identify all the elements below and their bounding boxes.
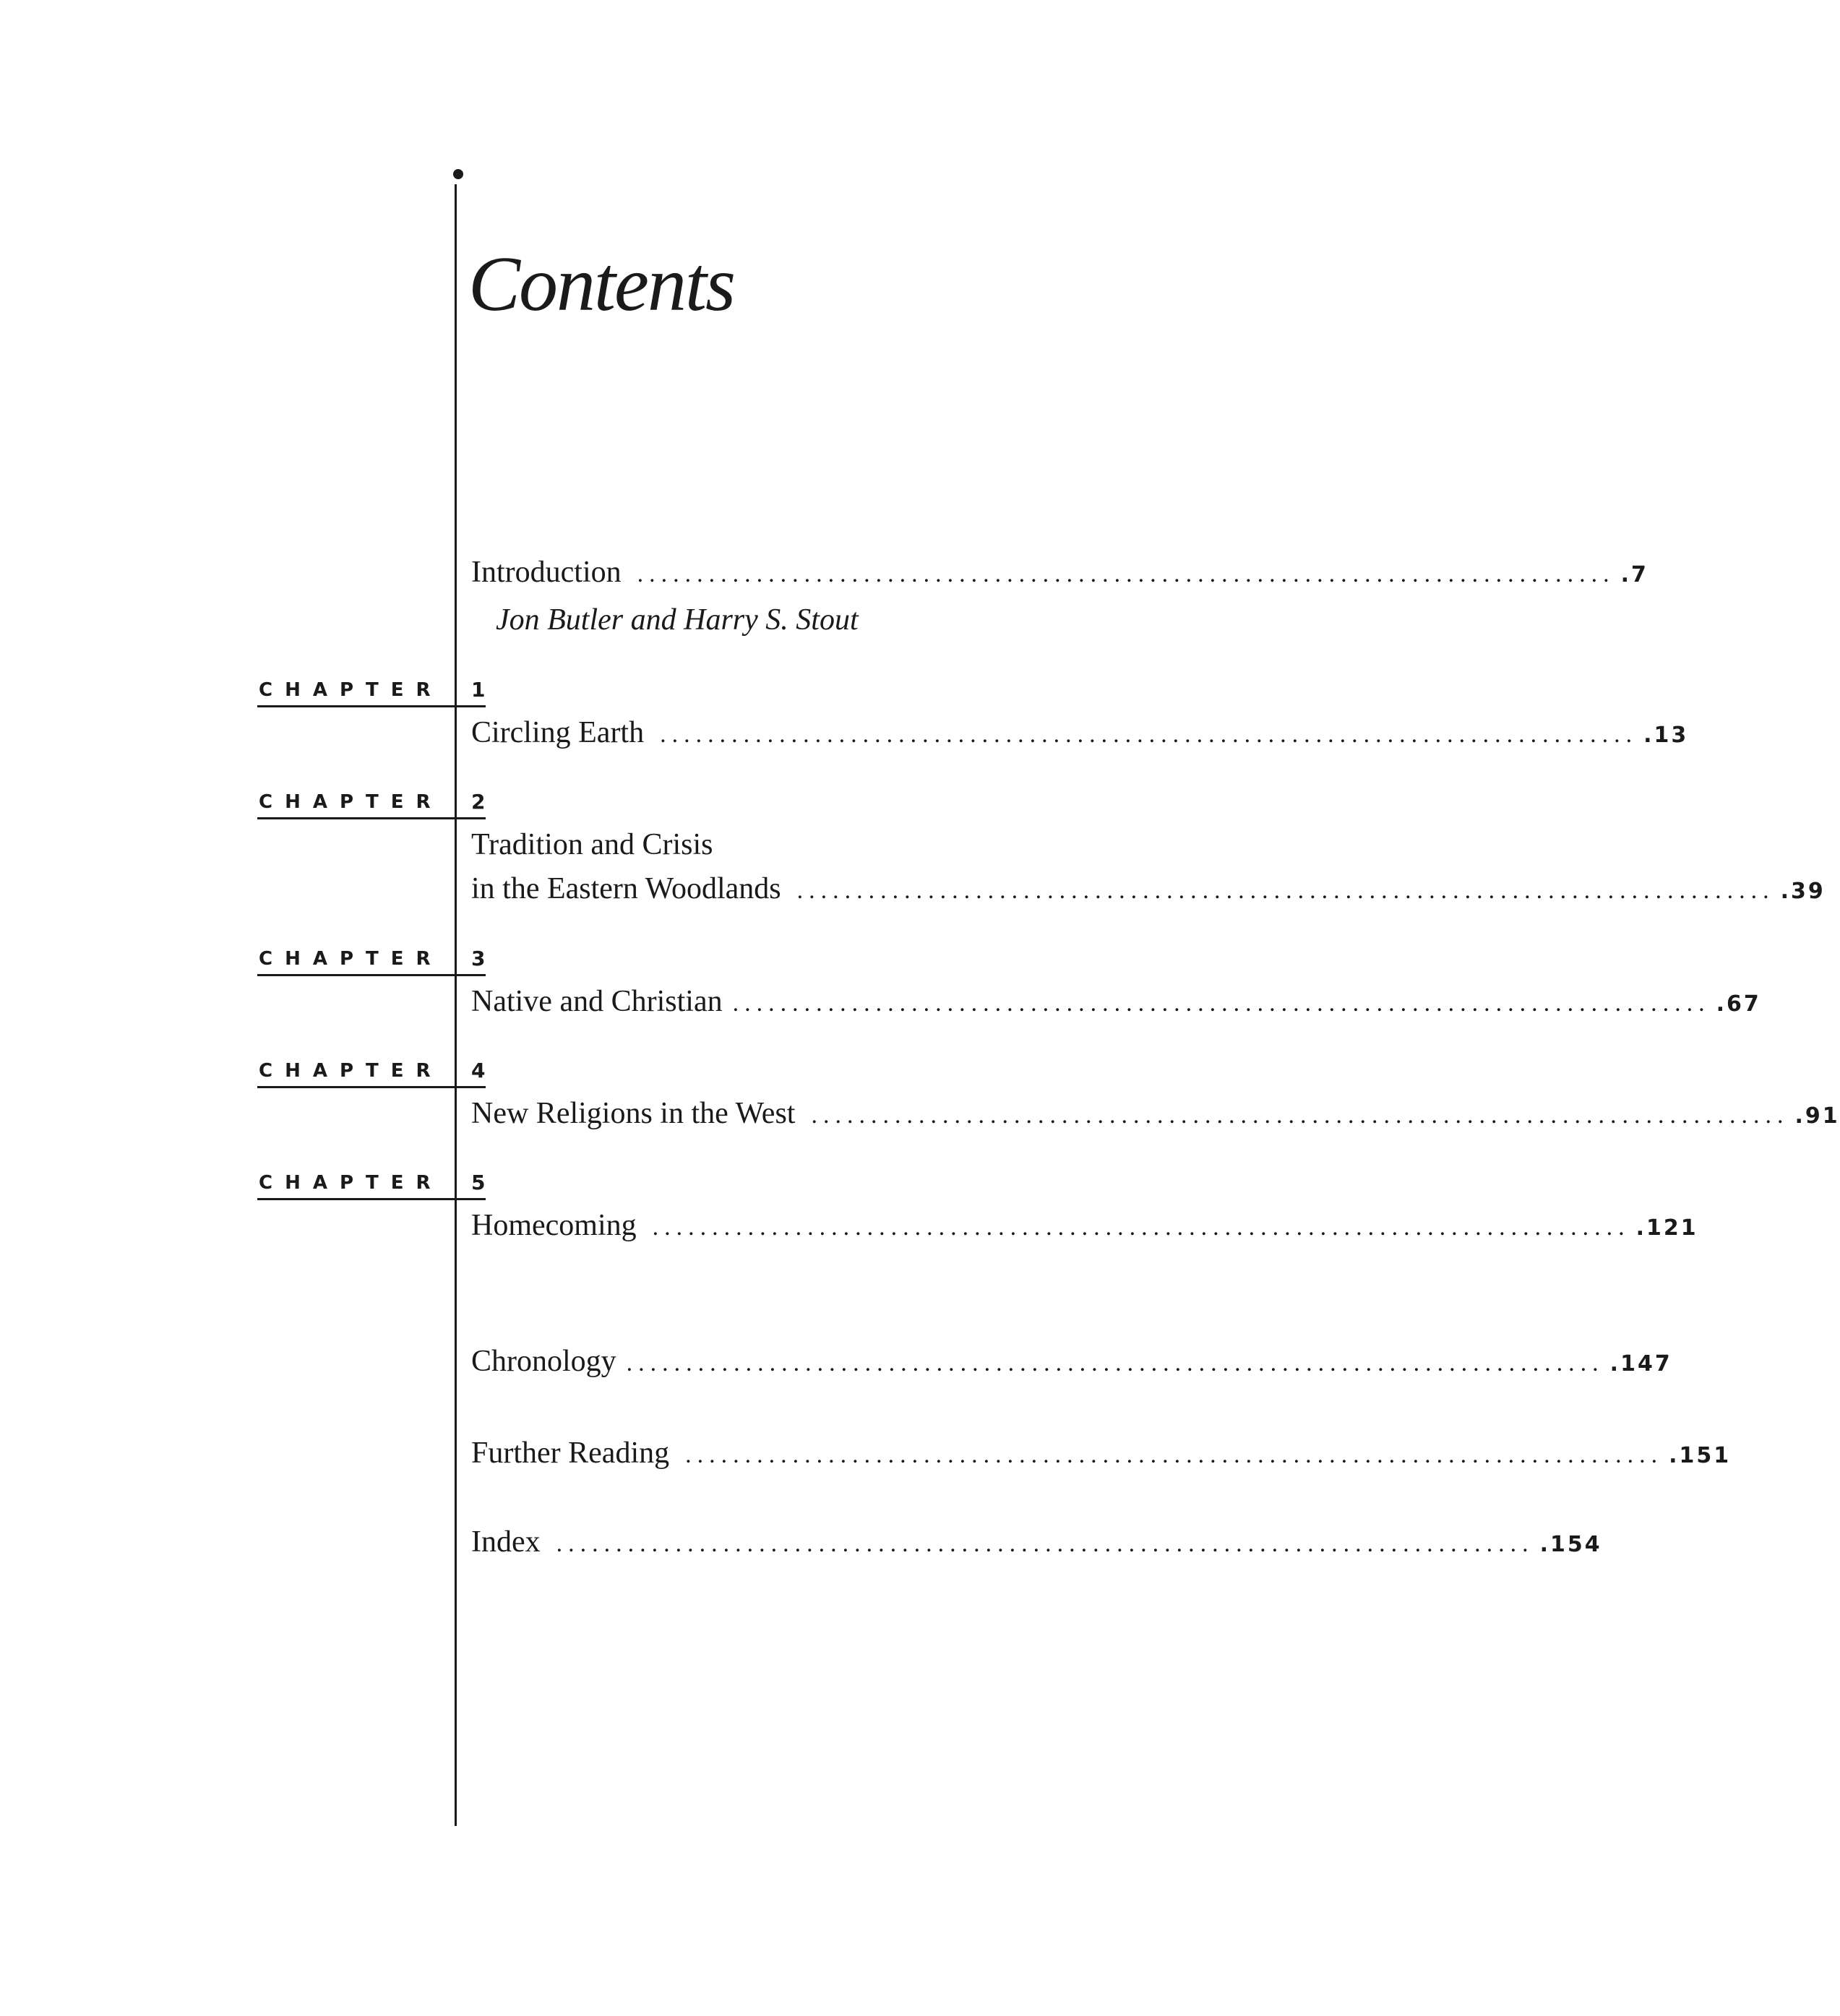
- toc-entry-title: Native and Christian: [471, 985, 723, 1018]
- dot-leader: ..................................................................................: [556, 1530, 1534, 1557]
- vertical-rule: [455, 184, 457, 1826]
- page-title: Contents: [468, 241, 735, 327]
- toc-entry-chapter-2[interactable]: [471, 871, 1826, 915]
- toc-entry-title: Introduction: [471, 556, 622, 589]
- toc-entry-chapter-4[interactable]: [471, 1096, 1840, 1140]
- chapter-label: CHAPTER: [259, 948, 443, 970]
- toc-entry-title: Further Reading: [471, 1436, 670, 1470]
- chapter-number: 2: [471, 790, 486, 814]
- toc-page-number: .147: [1609, 1351, 1672, 1377]
- chapter-label: CHAPTER: [259, 791, 443, 813]
- chapter-number: 4: [471, 1059, 486, 1082]
- chapter-number: 5: [471, 1171, 486, 1194]
- toc-page-number: .91: [1794, 1103, 1840, 1129]
- toc-page-number: .67: [1716, 991, 1761, 1017]
- intro-authors: Jon Butler and Harry S. Stout: [496, 603, 859, 637]
- dot-leader: ..................................................................................: [626, 1350, 1604, 1377]
- toc-entry-title-line-1[interactable]: Tradition and Crisis: [471, 828, 713, 861]
- dot-leader: ..................................................................................: [652, 1214, 1630, 1241]
- chapter-rule: [257, 974, 486, 976]
- toc-page-number: .39: [1780, 879, 1826, 904]
- toc-entry-title: Homecoming: [471, 1209, 637, 1242]
- rule-dot: [453, 169, 463, 179]
- toc-entry-title: in the Eastern Woodlands: [471, 872, 781, 905]
- chapter-number: 1: [471, 678, 486, 702]
- toc-page-number: .151: [1669, 1443, 1732, 1468]
- dot-leader: ..................................................................................: [660, 721, 1638, 748]
- toc-entry-introduction[interactable]: [471, 555, 1648, 598]
- dot-leader: ..................................................................................: [732, 990, 1711, 1017]
- toc-entry-further-reading[interactable]: [471, 1436, 1732, 1479]
- toc-page-number: .121: [1635, 1215, 1698, 1241]
- toc-entry-chapter-1[interactable]: [471, 715, 1689, 759]
- toc-entry-chronology[interactable]: [471, 1344, 1672, 1387]
- toc-entry-title: Index: [471, 1525, 541, 1559]
- chapter-label: CHAPTER: [259, 1060, 443, 1082]
- chapter-rule: [257, 1198, 486, 1200]
- toc-page-number: .154: [1539, 1532, 1602, 1557]
- toc-entry-chapter-5[interactable]: [471, 1208, 1698, 1252]
- toc-entry-index[interactable]: [471, 1525, 1602, 1568]
- toc-entry-title: Chronology: [471, 1345, 616, 1378]
- toc-page-number: .13: [1643, 723, 1689, 748]
- toc-entry-title: Circling Earth: [471, 716, 645, 749]
- chapter-rule: [257, 817, 486, 819]
- dot-leader: ..................................................................................: [796, 877, 1775, 904]
- chapter-label: CHAPTER: [259, 1172, 443, 1194]
- toc-page-number: .7: [1620, 562, 1648, 587]
- dot-leader: ..................................................................................: [685, 1442, 1664, 1468]
- toc-entry-title: New Religions in the West: [471, 1097, 796, 1130]
- toc-entry-chapter-3[interactable]: [471, 984, 1761, 1028]
- chapter-rule: [257, 1086, 486, 1088]
- chapter-label: CHAPTER: [259, 679, 443, 701]
- chapter-number: 3: [471, 947, 486, 970]
- dot-leader: ..................................................................................: [811, 1102, 1789, 1129]
- dot-leader: ..................................................................................: [637, 561, 1615, 587]
- chapter-rule: [257, 705, 486, 707]
